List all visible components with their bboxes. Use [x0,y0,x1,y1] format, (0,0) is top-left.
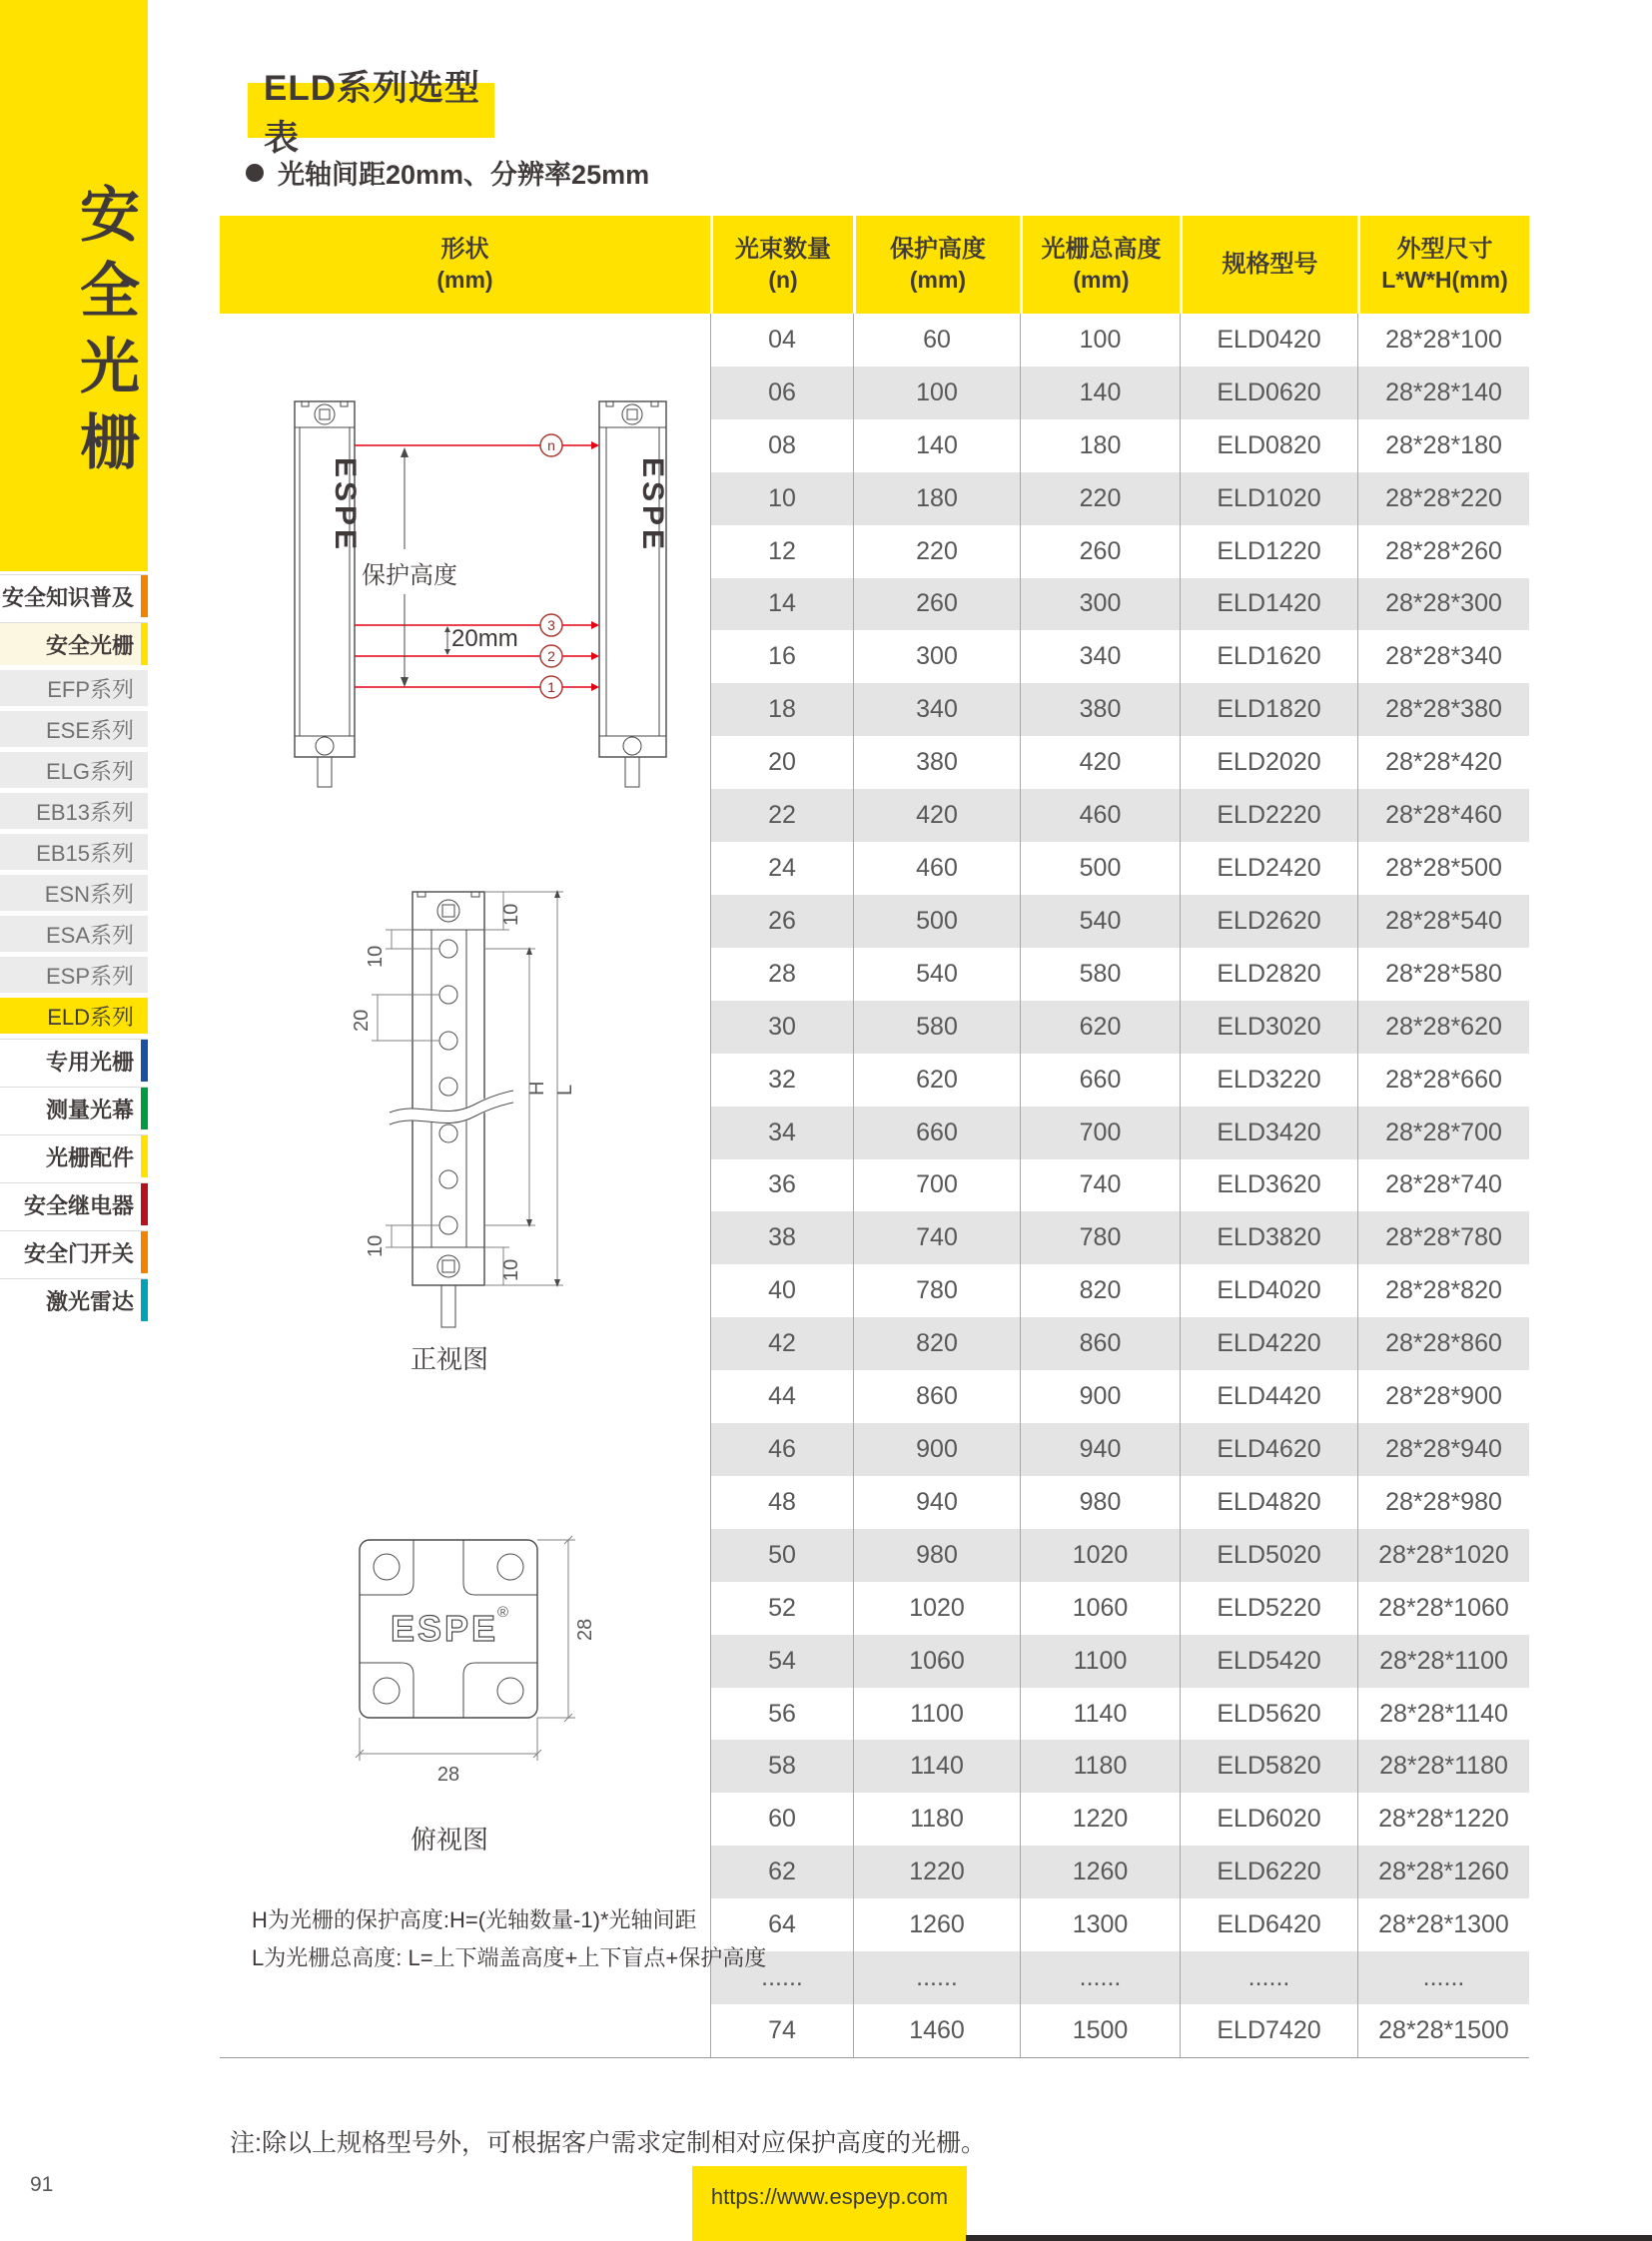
dim-pitch: 20 [351,1009,373,1032]
cell-model: ELD1420 [1180,578,1357,631]
cell-dimensions: 28*28*700 [1357,1107,1529,1159]
sidebar-item-12[interactable] [0,1087,148,1129]
cell-beam-count: 22 [710,789,853,842]
cell-dimensions: 28*28*1060 [1357,1582,1529,1635]
cell-dimensions: 28*28*1140 [1357,1688,1529,1741]
cell-total-height: 380 [1020,683,1180,736]
cell-beam-count: 26 [710,895,853,948]
column-label: 光束数量 [735,236,831,263]
svg-text:n: n [547,437,555,453]
cell-model: ...... [1180,1951,1357,2004]
cell-model: ELD5420 [1180,1635,1357,1688]
cell-model: ELD3420 [1180,1107,1357,1159]
cell-dimensions: 28*28*940 [1357,1423,1529,1476]
column-unit: L*W*H(mm) [1381,267,1508,293]
cell-protection-height: 1260 [853,1898,1020,1951]
cell-dimensions: 28*28*900 [1357,1370,1529,1423]
espe-logo-right-tower: ESPE [636,457,669,554]
cell-beam-count: 58 [710,1740,853,1793]
cell-total-height: 620 [1020,1001,1180,1054]
cell-dimensions: 28*28*500 [1357,842,1529,895]
cell-dimensions: ...... [1357,1951,1529,2004]
table-row [710,1317,1529,1370]
sidebar-item-14[interactable] [0,1182,148,1225]
cell-beam-count: 14 [710,578,853,631]
sidebar-item-label: ESN系列 [44,881,134,907]
cell-beam-count: 50 [710,1529,853,1582]
cell-protection-height: 1100 [853,1688,1020,1741]
sidebar-item-9[interactable] [0,957,148,993]
beam-spacing-diagram [250,389,689,799]
cell-model: ELD3220 [1180,1054,1357,1107]
table-row [710,1529,1529,1582]
cell-beam-count: ...... [710,1951,853,2004]
cell-protection-height: 820 [853,1317,1020,1370]
table-row [710,1159,1529,1212]
table-row [710,472,1529,525]
sidebar-item-label: 激光雷达 [45,1288,134,1314]
column-label: 外型尺寸 [1396,236,1493,263]
cell-total-height: 500 [1020,842,1180,895]
cell-protection-height: 580 [853,1001,1020,1054]
table-row [710,1476,1529,1529]
cell-dimensions: 28*28*1500 [1357,2004,1529,2057]
cell-total-height: 220 [1020,472,1180,525]
sidebar-item-16[interactable] [0,1278,148,1321]
cell-beam-count: 54 [710,1635,853,1688]
dim-depth-28: 28 [574,1618,596,1641]
cell-dimensions: 28*28*1020 [1357,1529,1529,1582]
cell-protection-height: 860 [853,1370,1020,1423]
espe-registered-mark: ® [497,1604,509,1621]
cell-total-height: 980 [1020,1476,1180,1529]
cell-beam-count: 52 [710,1582,853,1635]
dim-blind-top: 10 [365,945,387,968]
cell-total-height: 700 [1020,1107,1180,1159]
sidebar-brand-block [0,0,148,571]
cell-dimensions: 28*28*340 [1357,630,1529,683]
cell-protection-height: 60 [853,314,1020,367]
table-row [710,1688,1529,1741]
table-header-row [220,216,1529,314]
sidebar-item-label: 安全知识普及 [1,584,134,610]
front-view-diagram [350,884,579,1343]
cell-protection-height: 140 [853,419,1020,472]
cell-model: ELD1220 [1180,525,1357,578]
cell-protection-height: 700 [853,1159,1020,1212]
cell-protection-height: 1140 [853,1740,1020,1793]
cell-protection-height: 1020 [853,1582,1020,1635]
cell-protection-height: 980 [853,1529,1020,1582]
cell-model: ELD0620 [1180,367,1357,419]
cell-beam-count: 74 [710,2004,853,2057]
column-unit: (n) [768,267,798,293]
cell-dimensions: 28*28*980 [1357,1476,1529,1529]
cell-dimensions: 28*28*1300 [1357,1898,1529,1951]
cell-dimensions: 28*28*180 [1357,419,1529,472]
cell-total-height: 260 [1020,525,1180,578]
beam-label-n [540,434,562,456]
page-title: ELD系列选型表 [264,68,481,158]
cell-model: ELD4820 [1180,1476,1357,1529]
sidebar-vertical-title: 安全光栅 [72,183,139,486]
cell-protection-height: 740 [853,1211,1020,1264]
cell-beam-count: 08 [710,419,853,472]
cell-model: ELD3620 [1180,1159,1357,1212]
cell-beam-count: 36 [710,1159,853,1212]
sidebar-item-label: EFP系列 [47,676,134,702]
cell-total-height: 1100 [1020,1635,1180,1688]
cell-protection-height: 260 [853,578,1020,631]
cell-model: ELD1020 [1180,472,1357,525]
cell-protection-height: 780 [853,1264,1020,1317]
cell-dimensions: 28*28*1100 [1357,1635,1529,1688]
cell-dimensions: 28*28*820 [1357,1264,1529,1317]
cell-dimensions: 28*28*860 [1357,1317,1529,1370]
website-link-box[interactable] [692,2166,967,2241]
table-header-cell [710,216,853,314]
cell-dimensions: 28*28*140 [1357,367,1529,419]
table-row [710,1423,1529,1476]
cell-protection-height: 540 [853,948,1020,1001]
table-row [710,1898,1529,1951]
cell-dimensions: 28*28*460 [1357,789,1529,842]
cell-dimensions: 28*28*300 [1357,578,1529,631]
cell-beam-count: 60 [710,1793,853,1846]
table-row [710,578,1529,631]
sidebar-item-label: 安全继电器 [23,1192,134,1218]
cell-model: ELD6020 [1180,1793,1357,1846]
sidebar-item-label: 光栅配件 [45,1144,134,1170]
bullet-icon [246,164,264,182]
beam-label-2 [540,645,562,667]
cell-model: ELD2420 [1180,842,1357,895]
cell-total-height: 740 [1020,1159,1180,1212]
sidebar-item-15[interactable] [0,1230,148,1273]
cell-model: ELD3820 [1180,1211,1357,1264]
sidebar-item-7[interactable] [0,875,148,911]
cell-protection-height: 620 [853,1054,1020,1107]
cell-model: ELD2020 [1180,736,1357,789]
sidebar-item-6[interactable] [0,834,148,870]
table-row [710,1264,1529,1317]
cell-total-height: 820 [1020,1264,1180,1317]
cell-protection-height: 1060 [853,1635,1020,1688]
cell-protection-height: 380 [853,736,1020,789]
svg-text:1: 1 [547,679,555,695]
table-row [710,314,1529,367]
cell-model: ELD1820 [1180,683,1357,736]
cell-total-height: ...... [1020,1951,1180,2004]
cell-model: ELD4220 [1180,1317,1357,1370]
cell-beam-count: 34 [710,1107,853,1159]
cell-model: ELD4420 [1180,1370,1357,1423]
pitch-label: 20mm [451,625,518,652]
table-row [710,1582,1529,1635]
top-view-caption: 俯视图 [410,1825,488,1855]
cell-dimensions: 28*28*380 [1357,683,1529,736]
cell-beam-count: 56 [710,1688,853,1741]
cell-protection-height: 900 [853,1423,1020,1476]
table-row [710,1211,1529,1264]
cell-total-height: 1140 [1020,1688,1180,1741]
table-row [710,1107,1529,1159]
cell-dimensions: 28*28*660 [1357,1054,1529,1107]
cell-dimensions: 28*28*260 [1357,525,1529,578]
sidebar-item-2[interactable] [0,670,148,706]
cell-protection-height: 100 [853,367,1020,419]
cell-total-height: 1260 [1020,1846,1180,1898]
cell-protection-height: 180 [853,472,1020,525]
column-label: 光栅总高度 [1041,236,1162,263]
sidebar-item-8[interactable] [0,916,148,952]
svg-text:2: 2 [547,648,555,664]
cell-beam-count: 64 [710,1898,853,1951]
table-row [710,525,1529,578]
cell-total-height: 1500 [1020,2004,1180,2057]
table-row [710,1793,1529,1846]
column-label: 形状 [440,236,489,263]
table-header-cell [1020,216,1180,314]
table-row [710,1054,1529,1107]
table-row [710,2004,1529,2057]
cell-beam-count: 10 [710,472,853,525]
formula-l: L为光栅总高度: L=上下端盖高度+上下盲点+保护高度 [252,1945,767,1970]
dim-width-28: 28 [436,1764,460,1786]
table-row [710,683,1529,736]
cell-beam-count: 24 [710,842,853,895]
spec-bullet-line [246,153,649,192]
table-row [710,736,1529,789]
table-row [710,948,1529,1001]
cell-beam-count: 16 [710,630,853,683]
sidebar-item-label: 安全门开关 [23,1240,134,1266]
cell-beam-count: 30 [710,1001,853,1054]
cell-total-height: 1180 [1020,1740,1180,1793]
table-row [710,1951,1529,2004]
cell-model: ELD4020 [1180,1264,1357,1317]
cell-dimensions: 28*28*740 [1357,1159,1529,1212]
cell-model: ELD3020 [1180,1001,1357,1054]
formula-h: H为光栅的保护高度:H=(光轴数量-1)*光轴间距 [252,1907,697,1932]
table-row [710,1846,1529,1898]
page-title-box [248,68,494,158]
page-number: 91 [30,2173,54,2196]
sidebar-item-label: 测量光幕 [45,1097,134,1122]
sidebar-item-label: EB13系列 [36,799,134,825]
cell-total-height: 460 [1020,789,1180,842]
protection-height-label: 保护高度 [362,562,457,589]
sidebar-item-3[interactable] [0,711,148,747]
cell-beam-count: 38 [710,1211,853,1264]
cell-dimensions: 28*28*100 [1357,314,1529,367]
cell-beam-count: 06 [710,367,853,419]
cell-model: ELD2820 [1180,948,1357,1001]
cell-total-height: 420 [1020,736,1180,789]
cell-total-height: 900 [1020,1370,1180,1423]
cell-total-height: 580 [1020,948,1180,1001]
cell-beam-count: 48 [710,1476,853,1529]
sidebar-item-label: EB15系列 [36,840,134,866]
dim-blind-bottom: 10 [365,1234,387,1257]
cell-protection-height: ...... [853,1951,1020,2004]
cell-dimensions: 28*28*540 [1357,895,1529,948]
cell-model: ELD7420 [1180,2004,1357,2057]
table-header-cell [1180,216,1357,314]
cell-total-height: 100 [1020,314,1180,367]
espe-logo-top-view: ESPE [390,1608,499,1649]
espe-logo-left-tower: ESPE [329,457,362,554]
dim-cap-top: 10 [500,903,522,926]
column-label: 保护高度 [890,236,986,263]
table-row [710,1740,1529,1793]
dim-cap-bottom: 10 [500,1258,522,1281]
cell-beam-count: 40 [710,1264,853,1317]
cell-dimensions: 28*28*420 [1357,736,1529,789]
svg-text:3: 3 [547,617,555,633]
cell-total-height: 140 [1020,367,1180,419]
cell-protection-height: 660 [853,1107,1020,1159]
table-row [710,630,1529,683]
cell-protection-height: 460 [853,842,1020,895]
cell-beam-count: 46 [710,1423,853,1476]
cell-dimensions: 28*28*1260 [1357,1846,1529,1898]
sidebar-item-label: 专用光栅 [45,1049,134,1075]
column-unit: (mm) [436,267,493,293]
cell-model: ELD5020 [1180,1529,1357,1582]
cell-beam-count: 32 [710,1054,853,1107]
table-row [710,1001,1529,1054]
cell-total-height: 340 [1020,630,1180,683]
cell-protection-height: 340 [853,683,1020,736]
table-row [710,419,1529,472]
sidebar-item-label: ELG系列 [45,758,134,784]
cell-protection-height: 420 [853,789,1020,842]
cell-total-height: 780 [1020,1211,1180,1264]
sidebar-item-13[interactable] [0,1134,148,1177]
cell-total-height: 180 [1020,419,1180,472]
cell-total-height: 940 [1020,1423,1180,1476]
top-view-diagram [340,1533,599,1793]
cell-total-height: 1300 [1020,1898,1180,1951]
cell-model: ELD4620 [1180,1423,1357,1476]
cell-protection-height: 1180 [853,1793,1020,1846]
cell-protection-height: 300 [853,630,1020,683]
sidebar-item-0[interactable] [0,574,148,617]
table-row [710,842,1529,895]
cell-protection-height: 220 [853,525,1020,578]
cell-beam-count: 44 [710,1370,853,1423]
table-row [710,1635,1529,1688]
sidebar-item-label: ESE系列 [45,717,134,743]
table-header-cell [1357,216,1529,314]
cell-total-height: 300 [1020,578,1180,631]
cell-dimensions: 28*28*780 [1357,1211,1529,1264]
cell-beam-count: 12 [710,525,853,578]
cell-model: ELD0420 [1180,314,1357,367]
sidebar-item-label: ELD系列 [47,1004,134,1030]
website-url: https://www.espeyp.com [710,2184,949,2209]
sidebar-item-1[interactable] [0,622,148,665]
sidebar-item-5[interactable] [0,793,148,829]
table-row [710,367,1529,419]
cell-model: ELD6420 [1180,1898,1357,1951]
cell-total-height: 860 [1020,1317,1180,1370]
sidebar-item-10[interactable] [0,998,148,1034]
front-view-caption: 正视图 [410,1344,488,1374]
sidebar-item-11[interactable] [0,1039,148,1082]
cell-total-height: 540 [1020,895,1180,948]
cell-dimensions: 28*28*1180 [1357,1740,1529,1793]
sidebar-item-label: ESA系列 [45,922,134,948]
dim-total-l: L [554,1084,576,1096]
table-header-cell [220,216,710,314]
cell-total-height: 1060 [1020,1582,1180,1635]
cell-total-height: 1020 [1020,1529,1180,1582]
cell-total-height: 660 [1020,1054,1180,1107]
cell-model: ELD5620 [1180,1688,1357,1741]
cell-beam-count: 28 [710,948,853,1001]
cell-model: ELD2620 [1180,895,1357,948]
table-header-cell [853,216,1020,314]
cell-model: ELD6220 [1180,1846,1357,1898]
dim-protection-h: H [526,1081,548,1096]
cell-model: ELD1620 [1180,630,1357,683]
cell-model: ELD5820 [1180,1740,1357,1793]
cell-dimensions: 28*28*1220 [1357,1793,1529,1846]
column-unit: (mm) [1073,267,1130,293]
beam-label-1 [540,676,562,698]
cell-beam-count: 04 [710,314,853,367]
sidebar-item-label: ESP系列 [45,963,134,989]
sidebar-item-label: 安全光栅 [45,632,134,658]
beam-label-3 [540,614,562,636]
cell-beam-count: 18 [710,683,853,736]
cell-model: ELD5220 [1180,1582,1357,1635]
table-rows [710,314,1529,2057]
cell-protection-height: 1460 [853,2004,1020,2057]
footnote: 注:除以上规格型号外，可根据客户需求定制相对应保护高度的光栅。 [230,2129,986,2157]
table-row [710,1370,1529,1423]
sidebar-item-4[interactable] [0,752,148,788]
cell-dimensions: 28*28*580 [1357,948,1529,1001]
cell-dimensions: 28*28*220 [1357,472,1529,525]
cell-model: ELD2220 [1180,789,1357,842]
cell-beam-count: 62 [710,1846,853,1898]
column-unit: (mm) [909,267,967,293]
cell-beam-count: 20 [710,736,853,789]
column-label: 规格型号 [1222,251,1318,278]
cell-protection-height: 1220 [853,1846,1020,1898]
cell-beam-count: 42 [710,1317,853,1370]
bottom-divider-bar [966,2235,1652,2241]
cell-model: ELD0820 [1180,419,1357,472]
sidebar-menu [0,574,148,1326]
table-row [710,895,1529,948]
cell-total-height: 1220 [1020,1793,1180,1846]
cell-protection-height: 500 [853,895,1020,948]
cell-dimensions: 28*28*620 [1357,1001,1529,1054]
spec-bullet-text: 光轴间距20mm、分辨率25mm [278,160,650,190]
cell-protection-height: 940 [853,1476,1020,1529]
table-row [710,789,1529,842]
